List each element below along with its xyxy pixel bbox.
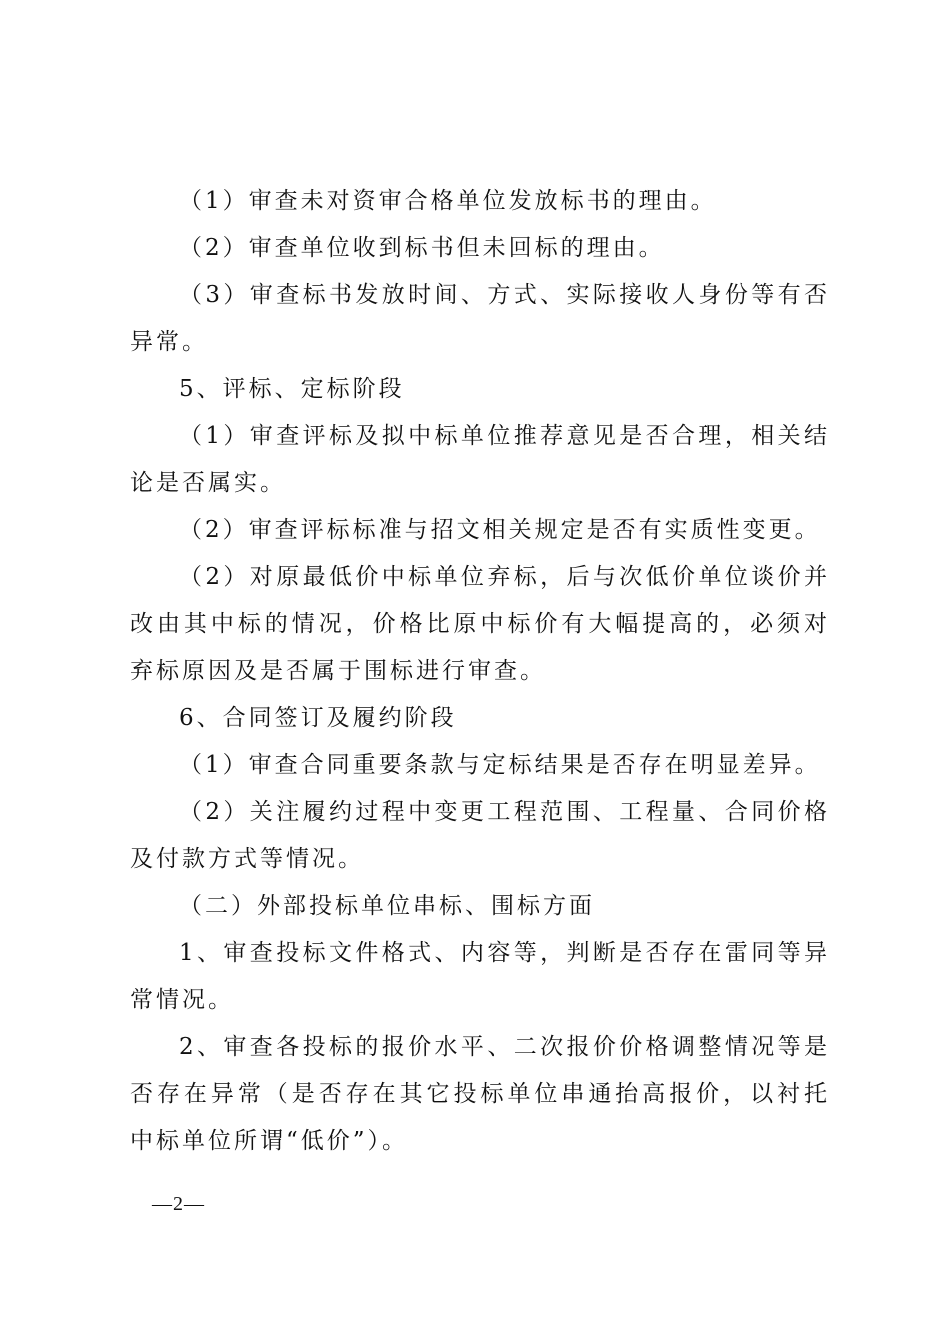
- paragraph-7: （2）对原最低价中标单位弃标，后与次低价单位谈价并改由其中标的情况，价格比原中标价有大幅提高的，必须对弃标原因及是否属于围标进行审查。: [130, 564, 830, 684]
- document-body: [130, 178, 830, 1165]
- paragraph-3: （3）审查标书发放时间、方式、实际接收人身份等有否异常。: [130, 282, 830, 355]
- paragraph-2: （2）审查单位收到标书但未回标的理由。: [179, 235, 665, 261]
- paragraph-10: （2）关注履约过程中变更工程范围、工程量、合同价格及付款方式等情况。: [130, 799, 830, 872]
- section-heading-5: 5、评标、定标阶段: [179, 376, 405, 402]
- paragraph-6: （2）审查评标标准与招文相关规定是否有实质性变更。: [179, 517, 821, 543]
- paragraph-5: （1）审查评标及拟中标单位推荐意见是否合理，相关结论是否属实。: [130, 423, 830, 496]
- section-heading-6: 6、合同签订及履约阶段: [179, 705, 457, 731]
- page-number: —2—: [152, 1193, 205, 1215]
- paragraph-12: 1、审查投标文件格式、内容等，判断是否存在雷同等异常情况。: [130, 940, 830, 1013]
- paragraph-9: （1）审查合同重要条款与定标结果是否存在明显差异。: [179, 752, 821, 778]
- section-heading-external: （二）外部投标单位串标、围标方面: [179, 893, 595, 919]
- paragraph-1: （1）审查未对资审合格单位发放标书的理由。: [179, 188, 717, 214]
- paragraph-13: 2、审查各投标的报价水平、二次报价价格调整情况等是否存在异常（是否存在其它投标单位串通抬高报价，以衬托中标单位所谓“低价”）。: [130, 1034, 830, 1154]
